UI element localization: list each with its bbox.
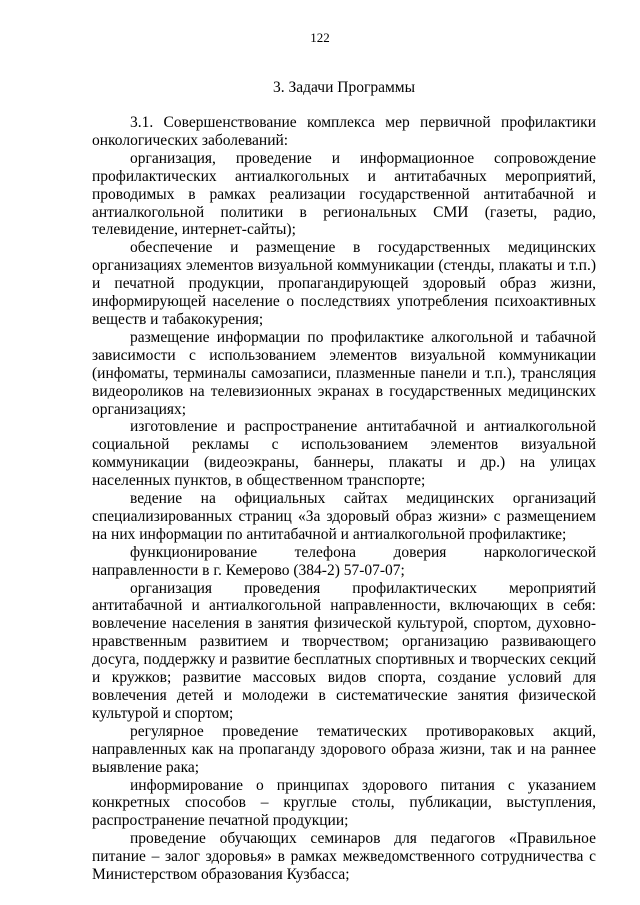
paragraph-healthy-nutrition: информирование о принципах здорового питания с указанием конкретных способов – круглые столы, публикации, выступления, распространение печатной продукции;: [92, 776, 596, 830]
paragraph-teacher-seminars: проведение обучающих семинаров для педагогов «Правильное питание – залог здоровья» в рамках межведомственного сотрудничества с Министерством образования Кузбасса;: [92, 830, 596, 884]
paragraph-media-campaigns: организация, проведение и информационное сопровождение профилактических антиалкогольных и антитабачных мероприятий, проводимых в рамках реализации государственной антитабачной и антиалкогольной политики в региональных СМИ (газеты, радио, телевидение, интернет-сайты);: [92, 149, 596, 239]
section-heading: 3. Задачи Программы: [273, 79, 415, 96]
paragraph-helpline: функционирование телефона доверия наркологической направленности в г. Кемерово (384-2) 57-07-07;: [92, 543, 596, 579]
paragraph-3-1-intro: 3.1. Совершенствование комплекса мер первичной профилактики онкологических заболеваний:: [92, 114, 596, 149]
paragraph-visual-communication: обеспечение и размещение в государственных медицинских организациях элементов визуальной коммуникации (стенды, плакаты и т.п.) и печатной продукции, пропагандирующей здоровый образ жизни, информирующей население о последствиях употребления психоактивных веществ и табакокурения;: [92, 239, 596, 328]
paragraph-social-advertising: изготовление и распространение антитабачной и антиалкогольной социальной рекламы с использованием элементов визуальной коммуникации (видеоэкраны, баннеры, плакаты и др.) на улицах населенных пунктов, в общественном транспорте;: [92, 418, 596, 490]
paragraph-information-placement: размещение информации по профилактике алкогольной и табачной зависимости с использованием элементов визуальной коммуникации (инфоматы, терминалы самозаписи, плазменные панели и т.п.), трансляция видеороликов на телевизионных экранах в государственных медицинских организациях;: [92, 328, 596, 418]
page-number: 122: [310, 30, 330, 45]
paragraph-official-websites: ведение на официальных сайтах медицинских организаций специализированных страниц «За здоровый образ жизни» с размещением на них информации по антитабачной и антиалкогольной профилактике;: [92, 490, 596, 543]
document-body: [92, 114, 596, 884]
paragraph-preventive-events: организация проведения профилактических мероприятий антитабачной и антиалкогольной направленности, включающих в себя: вовлечение населения в занятия физической культурой, спортом, духовно-нравственным развитием и творчеством; организацию развивающего досуга, поддержку и развитие бесплатных спортивных и творческих секций и кружков; развитие массовых видов спорта, создание условий для вовлечения детей и молодежи в систематические занятия физической культурой и спортом;: [92, 579, 596, 722]
paragraph-anticancer-actions: регулярное проведение тематических противораковых акций, направленных как на пропаганду здорового образа жизни, так и на раннее выявление рака;: [92, 722, 596, 776]
